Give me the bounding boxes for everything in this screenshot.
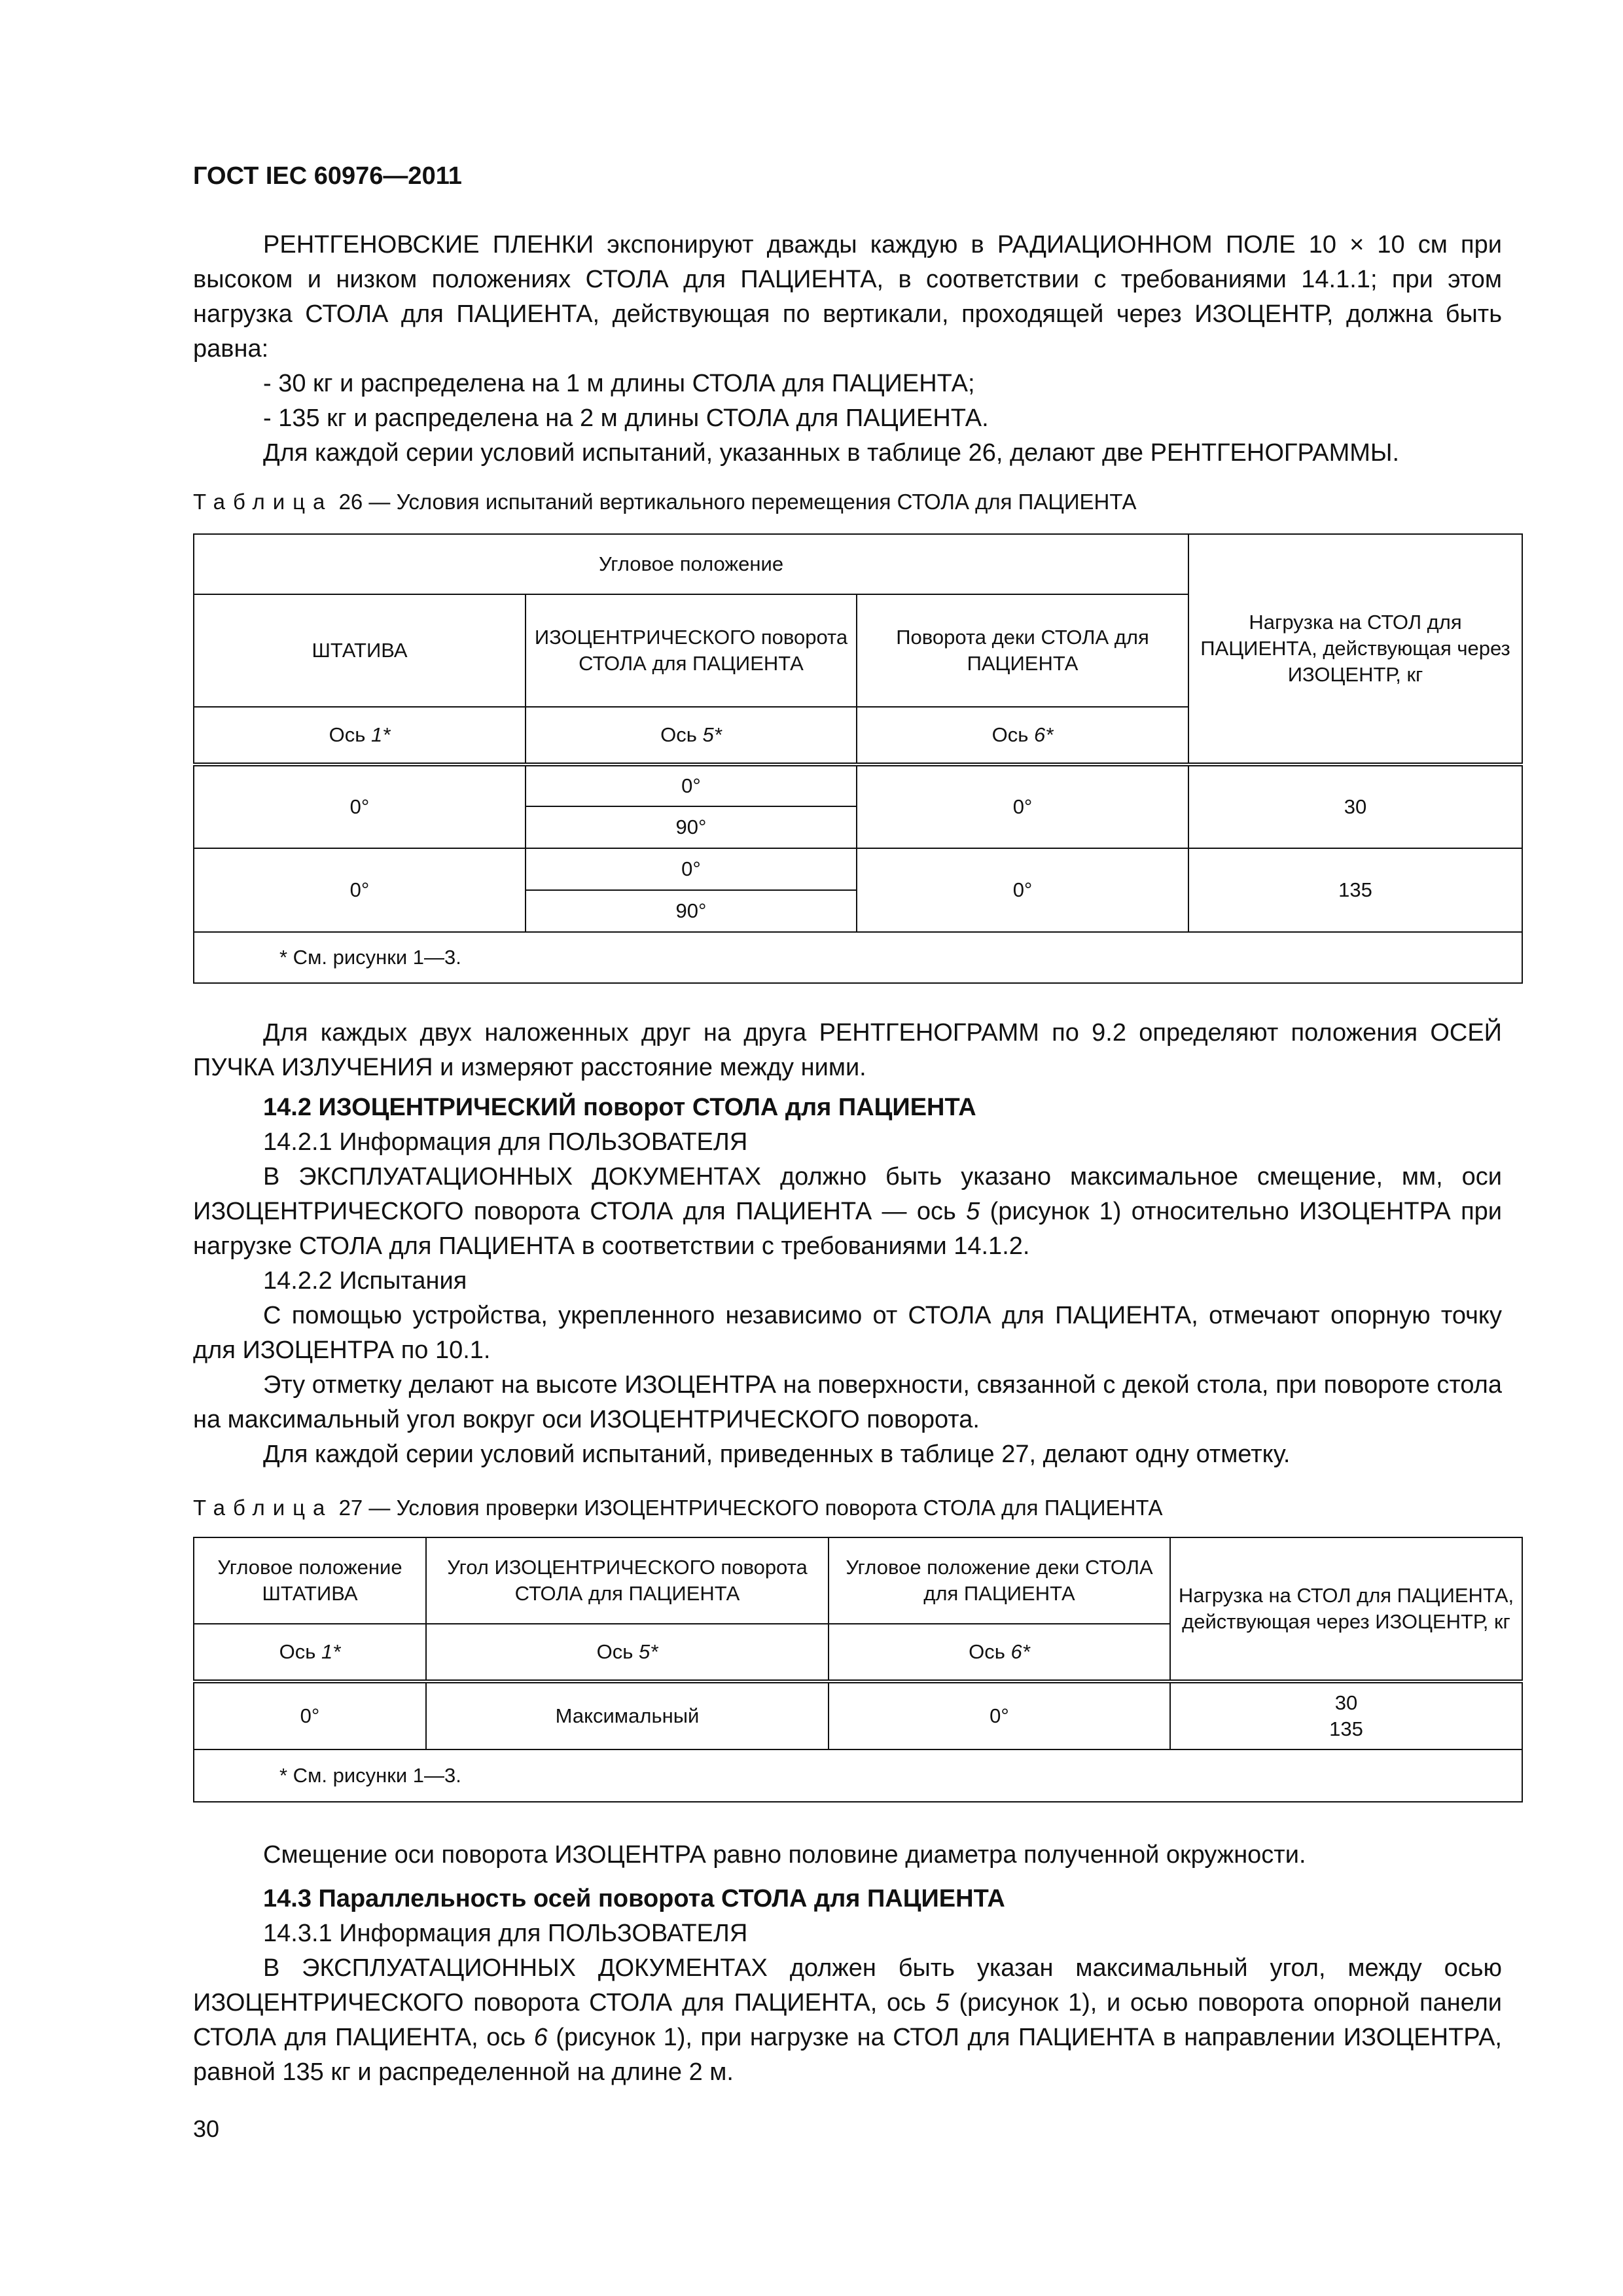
table-cell: Максимальный [426,1681,829,1749]
table-cell: 0° [526,764,857,806]
table-cell [1170,1681,1522,1749]
axis-cell [526,707,857,764]
list-item: - 135 кг и распределена на 2 м длины СТОЛА для ПАЦИЕНТА. [263,404,989,432]
document-page [193,0,1514,2296]
axis-prefix: Ось [660,723,697,746]
load-value: 135 [1329,1717,1363,1740]
section-heading: 14.3 Параллельность осей поворота СТОЛА для ПАЦИЕНТА [263,1885,1005,1912]
table-note: * См. рисунки 1—3. [194,1749,1522,1802]
table-header-cell: Угловое положение [194,534,1188,594]
table-cell: 30 [1188,764,1522,848]
section-14-2 [193,1090,1502,1472]
axis-number: 6* [1034,723,1054,746]
paragraph: РЕНТГЕНОВСКИЕ ПЛЕНКИ экспонируют дважды каждую в РАДИАЦИОННОМ ПОЛЕ 10 × 10 см при высоком и низком положениях СТОЛА для ПАЦИЕНТА, в соответствии с требованиями 14.1.1; при этом нагрузка СТОЛА для ПАЦИЕНТА, действующая по вертикали, проходящей через ИЗОЦЕНТР, должна быть равна: [193,231,1502,363]
table-row [194,848,1522,890]
table-26 [193,533,1523,984]
paragraph-block [193,1016,1502,1085]
axis-prefix: Ось [279,1640,316,1663]
table-cell: 135 [1188,848,1522,932]
paragraph-block [193,1838,1502,1873]
axis-prefix: Ось [969,1640,1005,1663]
table-header-cell: ИЗОЦЕНТРИЧЕСКОГО поворота СТОЛА для ПАЦИЕНТА [526,594,857,707]
table-cell: 0° [194,848,526,932]
axis-cell [426,1624,829,1681]
section-14-3 [193,1882,1502,2090]
table-header-cell: Угол ИЗОЦЕНТРИЧЕСКОГО поворота СТОЛА для ПАЦИЕНТА [426,1537,829,1624]
axis-prefix: Ось [329,723,366,746]
axis-cell [194,1624,426,1681]
table-cell: 0° [829,1681,1170,1749]
table-27-caption [193,1496,1502,1520]
table-cell: 0° [857,848,1188,932]
subsection-heading: 14.2.1 Информация для ПОЛЬЗОВАТЕЛЯ [263,1128,748,1156]
paragraph: Эту отметку делают на высоте ИЗОЦЕНТРА на поверхности, связанной с декой стола, при повороте стола на максимальный угол вокруг оси ИЗОЦЕНТРИЧЕСКОГО поворота. [193,1371,1502,1433]
table-cell: 0° [857,764,1188,848]
axis-number: 6* [1010,1640,1030,1663]
axis-number: 1* [371,723,391,746]
table-row [194,1681,1522,1749]
subsection-heading: 14.2.2 Испытания [263,1267,467,1295]
subsection-heading: 14.3.1 Информация для ПОЛЬЗОВАТЕЛЯ [263,1920,748,1947]
table-cell: 90° [526,806,857,848]
paragraph: В ЭКСПЛУАТАЦИОННЫХ ДОКУМЕНТАХ должно быть указано максимальное смещение, мм, оси ИЗОЦЕНТРИЧЕСКОГО поворота СТОЛА для ПАЦИЕНТА — ось 5 (рисунок 1) относительно ИЗОЦЕНТРА при нагрузке СТОЛА для ПАЦИЕНТА в соответствии с требованиями 14.1.2. [193,1163,1503,1260]
caption-word: Таблица [193,1496,333,1520]
table-header-cell: Угловое положение деки СТОЛА для ПАЦИЕНТА [829,1537,1170,1624]
caption-text: 26 — Условия испытаний вертикального перемещения СТОЛА для ПАЦИЕНТА [338,490,1137,514]
axis-prefix: Ось [991,723,1029,746]
table-note: * См. рисунки 1—3. [194,932,1522,983]
axis-cell [829,1624,1170,1681]
axis-cell [857,707,1188,764]
axis-number: 5* [639,1640,658,1663]
table-header-cell: ШТАТИВА [194,594,526,707]
axis-cell [194,707,526,764]
paragraph: Смещение оси поворота ИЗОЦЕНТРА равно половине диаметра полученной окружности. [263,1841,1306,1869]
paragraph: Для каждых двух наложенных друг на друга РЕНТГЕНОГРАММ по 9.2 определяют положения ОСЕЙ ПУЧКА ИЗЛУЧЕНИЯ и измеряют расстояние между ними. [193,1019,1502,1081]
document-header: ГОСТ IEC 60976—2011 [193,162,462,190]
paragraph: В ЭКСПЛУАТАЦИОННЫХ ДОКУМЕНТАХ должен быть указан максимальный угол, между осью ИЗОЦЕНТРИЧЕСКОГО поворота СТОЛА для ПАЦИЕНТА, ось 5 (рисунок 1), и осью поворота опорной панели СТОЛА для ПАЦИЕНТА, ось 6 (рисунок 1), при нагрузке на СТОЛ для ПАЦИЕНТА в направлении ИЗОЦЕНТРА, равной 135 кг и распределенной на длине 2 м. [193,1954,1502,2086]
axis-prefix: Ось [596,1640,633,1663]
table-header-cell: Нагрузка на СТОЛ для ПАЦИЕНТА, действующая через ИЗОЦЕНТР, кг [1188,534,1522,764]
table-cell: 0° [526,848,857,890]
table-cell: 90° [526,890,857,932]
axis-number: 1* [321,1640,341,1663]
table-27 [193,1537,1523,1803]
caption-text: 27 — Условия проверки ИЗОЦЕНТРИЧЕСКОГО поворота СТОЛА для ПАЦИЕНТА [338,1496,1163,1520]
paragraph: С помощью устройства, укрепленного независимо от СТОЛА для ПАЦИЕНТА, отмечают опорную точку для ИЗОЦЕНТРА по 10.1. [193,1302,1502,1364]
table-header-cell: Угловое положение ШТАТИВА [194,1537,426,1624]
intro-section [193,228,1502,471]
axis-number: 5* [702,723,722,746]
table-cell: 0° [194,764,526,848]
paragraph: Для каждой серии условий испытаний, указанных в таблице 26, делают две РЕНТГЕНОГРАММЫ. [263,439,1400,467]
table-cell: 0° [194,1681,426,1749]
section-heading: 14.2 ИЗОЦЕНТРИЧЕСКИЙ поворот СТОЛА для ПАЦИЕНТА [263,1094,976,1121]
table-26-caption [193,490,1502,514]
table-row [194,764,1522,806]
load-value: 30 [1334,1691,1358,1714]
list-item: - 30 кг и распределена на 1 м длины СТОЛА для ПАЦИЕНТА; [263,370,975,397]
paragraph: Для каждой серии условий испытаний, приведенных в таблице 27, делают одну отметку. [263,1441,1291,1468]
caption-word: Таблица [193,490,333,514]
table-header-cell: Поворота деки СТОЛА для ПАЦИЕНТА [857,594,1188,707]
table-header-cell: Нагрузка на СТОЛ для ПАЦИЕНТА, действующая через ИЗОЦЕНТР, кг [1170,1537,1522,1681]
page-number: 30 [193,2115,220,2142]
